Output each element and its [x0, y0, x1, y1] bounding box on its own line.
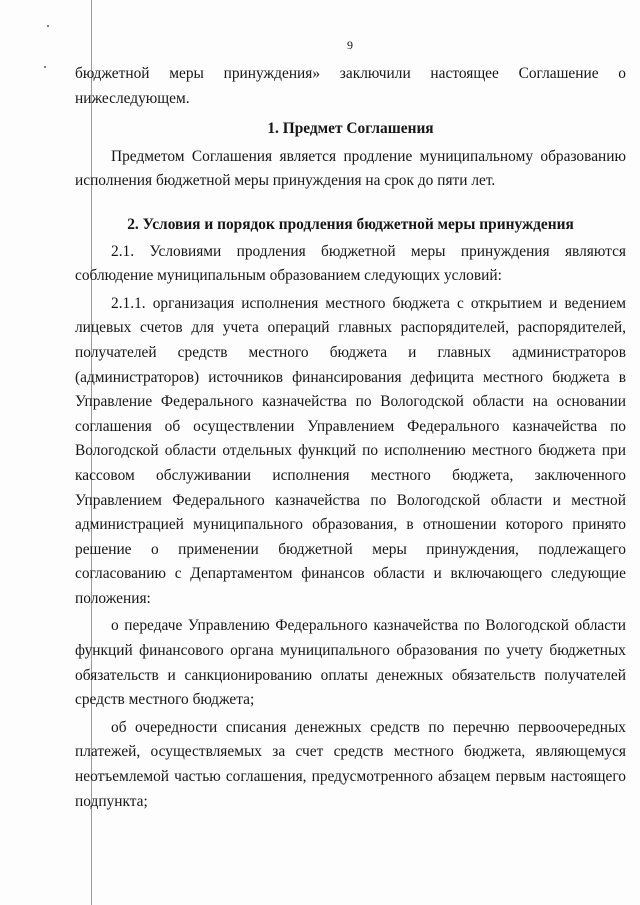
paragraph-transfer-functions: о передаче Управлению Федерального казначейства по Вологодской области функций финансового органа муниципального образования по учету бюджетных обязательств и санкционированию оплаты денежных обязательств получателей средств местного бюджета;: [75, 617, 626, 709]
document-body: [75, 62, 626, 814]
section-heading-1: 1. Предмет Соглашения: [267, 120, 434, 138]
paragraph-intro-end: бюджетной меры принуждения» заключили настоящее Соглашение о нижеследующем.: [75, 65, 626, 107]
paragraph-2-1: 2.1. Условиями продления бюджетной меры принуждения являются соблюдение муниципальным образованием следующих условий:: [75, 242, 626, 285]
scan-speck: [47, 25, 49, 27]
paragraph-payment-order: об очередности списания денежных средств по перечню первоочередных платежей, осуществляемых за счет средств местного бюджета, являющемуся неотъемлемой частью соглашения, предусмотренного абзацем первым настоящего подпункта;: [75, 718, 626, 810]
section-heading-2: 2. Условия и порядок продления бюджетной меры принуждения: [127, 215, 574, 233]
page-number: 9: [347, 38, 353, 52]
paragraph-subject: Предметом Соглашения является продление муниципальному образованию исполнения бюджетной меры принуждения на срок до пяти лет.: [75, 147, 626, 190]
paragraph-2-1-1: 2.1.1. организация исполнения местного бюджета с открытием и ведением лицевых счетов для учета операций главных распорядителей, распорядителей, получателей средств местного бюджета и главных администраторов (администраторов) источников финансирования дефицита местного бюджета в Управление Федерального казначейства по Вологодской области на основании соглашения об осуществлении Управлением Федерального казначейства по Вологодской области отдельных функций по исполнению местного бюджета при кассовом обслуживании исполнения местного бюджета, заключенного Управлением Федерального казначейства по Вологодской области и местной администрацией муниципального образования, в отношении которого принято решение о применении бюджетной меры принуждения, подлежащего согласованию с Департаментом финансов области и включающего следующие положения:: [75, 294, 626, 607]
scan-speck: [44, 66, 46, 68]
